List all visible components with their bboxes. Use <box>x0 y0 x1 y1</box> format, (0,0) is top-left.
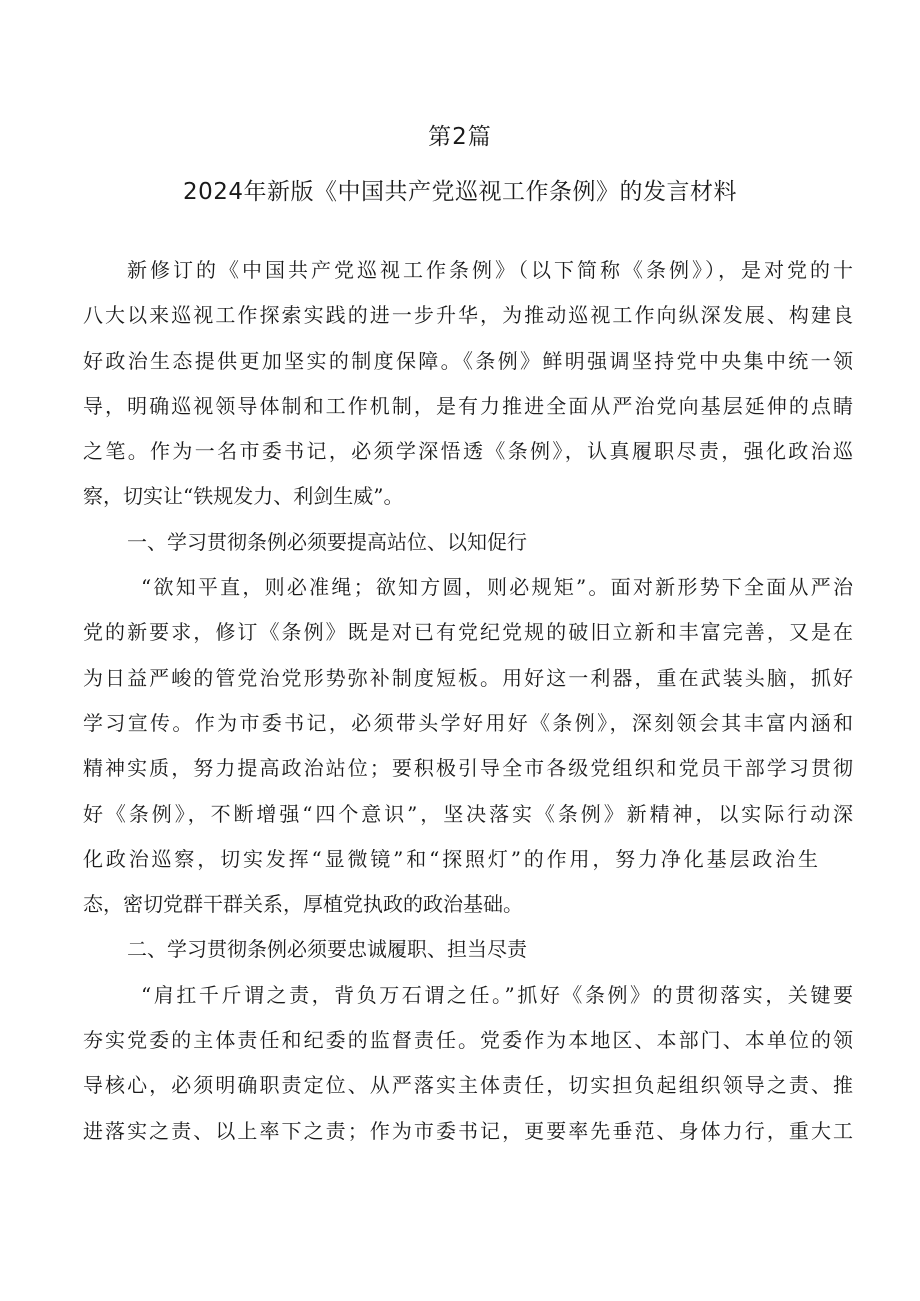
paragraph-line: 为日益严峻的管党治党形势弥补制度短板。用好这一利器，重在武装头脑，抓好 <box>83 665 853 690</box>
paragraph-line: 之笔。作为一名市委书记，必须学深悟透《条例》，认真履职尽责，强化政治巡 <box>83 439 853 464</box>
paragraph-line: 态，密切党群干群关系，厚植党执政的政治基础。 <box>83 892 523 917</box>
paragraph-line: 党的新要求，修订《条例》既是对已有党纪党规的破旧立新和丰富完善，又是在 <box>83 620 853 645</box>
paragraph-line: 进落实之责、以上率下之责；作为市委书记，更要率先垂范、身体力行，重大工 <box>83 1118 853 1143</box>
paragraph-line: “欲知平直，则必准绳；欲知方圆，则必规矩”。面对新形势下全面从严治 <box>141 575 853 600</box>
paragraph-line: 化政治巡察，切实发挥“显微镜”和“探照灯”的作用，努力净化基层政治生 <box>83 846 818 871</box>
paragraph-line: 导，明确巡视领导体制和工作机制，是有力推进全面从严治党向基层延伸的点睛 <box>83 393 853 418</box>
paragraph-line: 八大以来巡视工作探索实践的进一步升华，为推动巡视工作向纵深发展、构建良 <box>83 303 853 328</box>
paragraph-line: 好政治生态提供更加坚实的制度保障。《条例》鲜明强调坚持党中央集中统一领 <box>83 348 853 373</box>
paragraph-line: 学习宣传。作为市委书记，必须带头学好用好《条例》，深刻领会其丰富内涵和 <box>83 710 853 735</box>
section-heading-1: 一、学习贯彻条例必须要提高站位、以知促行 <box>127 529 527 554</box>
paragraph-line: 夯实党委的主体责任和纪委的监督责任。党委作为本地区、本部门、本单位的领 <box>83 1028 853 1053</box>
paragraph-line: 好《条例》，不断增强“四个意识”，坚决落实《条例》新精神，以实际行动深 <box>83 801 853 826</box>
paragraph-line: 导核心，必须明确职责定位、从严落实主体责任，切实担负起组织领导之责、推 <box>83 1073 853 1098</box>
paragraph-line: “肩扛千斤谓之责，背负万石谓之任。”抓好《条例》的贯彻落实，关键要 <box>141 982 853 1007</box>
chapter-heading: 第2篇 <box>428 124 492 150</box>
document-body <box>83 248 853 1154</box>
paragraph-line: 察，切实让“铁规发力、利剑生威”。 <box>83 484 404 509</box>
paragraph-line: 精神实质，努力提高政治站位；要积极引导全市各级党组织和党员干部学习贯彻 <box>83 756 853 781</box>
document-title: 2024年新版《中国共产党巡视工作条例》的发言材料 <box>182 179 738 205</box>
section-heading-2: 二、学习贯彻条例必须要忠诚履职、担当尽责 <box>127 937 527 962</box>
paragraph-line: 新修订的《中国共产党巡视工作条例》（以下简称《条例》），是对党的十 <box>127 258 853 282</box>
